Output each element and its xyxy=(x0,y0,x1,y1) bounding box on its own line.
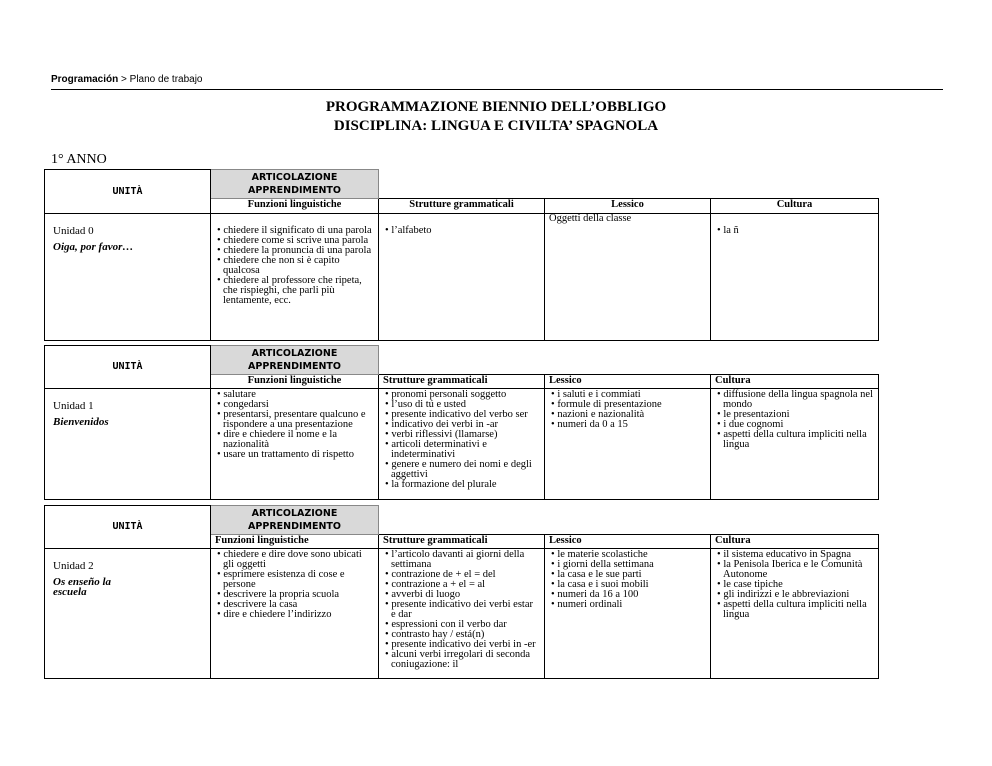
list-item: • presente indicativo del verbo ser xyxy=(383,410,540,420)
list-item: • chiedere come si scrive una parola xyxy=(215,236,374,246)
strutture-cell xyxy=(379,549,545,679)
lessico-cell xyxy=(545,214,711,341)
list-item: • aspetti della cultura impliciti nella lingua xyxy=(715,430,874,450)
list-item: • i giorni della settimana xyxy=(549,560,706,570)
list-item: • i saluti e i commiati xyxy=(549,390,706,400)
unit-subtitle: Bienvenidos xyxy=(53,416,109,428)
list-item: • numeri da 0 a 15 xyxy=(549,420,706,430)
list-item: • chiedere la pronuncia di una parola xyxy=(215,246,374,256)
list-item: • aspetti della cultura impliciti nella lingua xyxy=(715,600,874,620)
articolazione-header: ARTICOLAZIONE APPRENDIMENTO xyxy=(211,346,379,375)
lessico-text: Oggetti della classe xyxy=(549,213,632,224)
cultura-header: Cultura xyxy=(711,199,879,214)
funzioni-cell xyxy=(211,214,379,341)
funzioni-header: Funzioni linguistiche xyxy=(211,375,379,389)
list-item: • la formazione del plurale xyxy=(383,480,540,490)
list-item: • presente indicativo dei verbi in -er xyxy=(383,640,540,650)
strutture-header: Strutture grammaticali xyxy=(379,199,545,214)
cultura-cell xyxy=(711,549,879,679)
list-item: • salutare xyxy=(215,390,374,400)
list-item: • congedarsi xyxy=(215,400,374,410)
unit-cell xyxy=(45,549,211,679)
list-item: • espressioni con il verbo dar xyxy=(383,620,540,630)
funzioni-header: Funzioni linguistiche xyxy=(211,535,379,549)
funzioni-cell xyxy=(211,549,379,679)
unit-subtitle: Os enseño la escuela xyxy=(53,576,112,598)
list-item: • articoli determinativi e indeterminativi xyxy=(383,440,540,460)
unita-header: UNITÀ xyxy=(45,170,211,214)
header-rule xyxy=(51,89,943,90)
page-header xyxy=(51,74,203,85)
unit-name: Unidad 0 xyxy=(53,225,94,237)
list-item: • chiedere il significato di una parola xyxy=(215,226,374,236)
list-item: • la ñ xyxy=(715,226,874,236)
list-item: • descrivere la propria scuola xyxy=(215,590,374,600)
list-item: • dire e chiedere l’indirizzo xyxy=(215,610,374,620)
list-item: • avverbi di luogo xyxy=(383,590,540,600)
list-item: • diffusione della lingua spagnola nel mondo xyxy=(715,390,874,410)
list-item: • gli indirizzi e le abbreviazioni xyxy=(715,590,874,600)
list-item: • esprimere esistenza di cose e persone xyxy=(215,570,374,590)
list-item: • chiedere che non si è capito qualcosa xyxy=(215,256,374,276)
cultura-cell xyxy=(711,389,879,500)
unit-name: Unidad 2 xyxy=(53,560,94,572)
unita-header: UNITÀ xyxy=(45,346,211,389)
list-item: • il sistema educativo in Spagna xyxy=(715,550,874,560)
header-separator: > xyxy=(121,74,127,85)
list-item: • pronomi personali soggetto xyxy=(383,390,540,400)
list-item: • i due cognomi xyxy=(715,420,874,430)
list-item: • chiedere al professore che ripeta, che rispieghi, che parli più lentamente, ecc. xyxy=(215,276,374,306)
unit-subtitle: Oiga, por favor… xyxy=(53,241,134,253)
header-brand: Programación xyxy=(51,74,119,85)
list-item: • nazioni e nazionalità xyxy=(549,410,706,420)
list-item: • contrazione a + el = al xyxy=(383,580,540,590)
unit-name: Unidad 1 xyxy=(53,400,94,412)
list-item: • contrazione de + el = del xyxy=(383,570,540,580)
funzioni-header: Funzioni linguistiche xyxy=(211,199,379,214)
unit-cell xyxy=(45,214,211,341)
articolazione-header: ARTICOLAZIONE APPRENDIMENTO xyxy=(211,170,379,199)
unit-table-2 xyxy=(44,505,879,679)
strutture-header: Strutture grammaticali xyxy=(379,375,545,389)
cultura-header: Cultura xyxy=(711,375,879,389)
list-item: • alcuni verbi irregolari di seconda coniugazione: il xyxy=(383,650,540,670)
list-item: • verbi riflessivi (llamarse) xyxy=(383,430,540,440)
lessico-cell xyxy=(545,549,711,679)
doc-title-line1: PROGRAMMAZIONE BIENNIO DELL’OBBLIGO xyxy=(325,99,667,115)
cultura-cell xyxy=(711,214,879,341)
unita-header: UNITÀ xyxy=(45,506,211,549)
strutture-header: Strutture grammaticali xyxy=(379,535,545,549)
list-item: • genere e numero dei nomi e degli aggettivi xyxy=(383,460,540,480)
list-item: • formule di presentazione xyxy=(549,400,706,410)
strutture-cell xyxy=(379,389,545,500)
lessico-header: Lessico xyxy=(545,199,711,214)
funzioni-cell xyxy=(211,389,379,500)
list-item: • dire e chiedere il nome e la nazionalità xyxy=(215,430,374,450)
unit-table-1 xyxy=(44,345,879,500)
year-heading: 1° ANNO xyxy=(51,152,107,167)
list-item: • le case tipiche xyxy=(715,580,874,590)
list-item: • indicativo dei verbi in -ar xyxy=(383,420,540,430)
articolazione-header: ARTICOLAZIONE APPRENDIMENTO xyxy=(211,506,379,535)
list-item: • l’uso di tú e usted xyxy=(383,400,540,410)
list-item: • chiedere e dire dove sono ubicati gli oggetti xyxy=(215,550,374,570)
unit-cell xyxy=(45,389,211,500)
list-item: • numeri ordinali xyxy=(549,600,706,610)
lessico-header: Lessico xyxy=(545,375,711,389)
list-item: • descrivere la casa xyxy=(215,600,374,610)
list-item: • contrasto hay / está(n) xyxy=(383,630,540,640)
list-item: • le materie scolastiche xyxy=(549,550,706,560)
lessico-cell xyxy=(545,389,711,500)
list-item: • la casa e le sue parti xyxy=(549,570,706,580)
lessico-header: Lessico xyxy=(545,535,711,549)
list-item: • la casa e i suoi mobili xyxy=(549,580,706,590)
list-item: • usare un trattamento di rispetto xyxy=(215,450,374,460)
list-item: • numeri da 16 a 100 xyxy=(549,590,706,600)
strutture-cell xyxy=(379,214,545,341)
header-section: Plano de trabajo xyxy=(129,74,203,85)
list-item: • l’alfabeto xyxy=(383,226,540,236)
doc-title-line2: DISCIPLINA: LINGUA E CIVILTA’ SPAGNOLA xyxy=(333,118,659,134)
unit-table-0 xyxy=(44,169,879,341)
cultura-header: Cultura xyxy=(711,535,879,549)
list-item: • presentarsi, presentare qualcuno e rispondere a una presentazione xyxy=(215,410,374,430)
list-item: • la Penisola Iberica e le Comunità Autonome xyxy=(715,560,874,580)
list-item: • presente indicativo dei verbi estar e dar xyxy=(383,600,540,620)
list-item: • le presentazioni xyxy=(715,410,874,420)
list-item: • l’articolo davanti ai giorni della settimana xyxy=(383,550,540,570)
